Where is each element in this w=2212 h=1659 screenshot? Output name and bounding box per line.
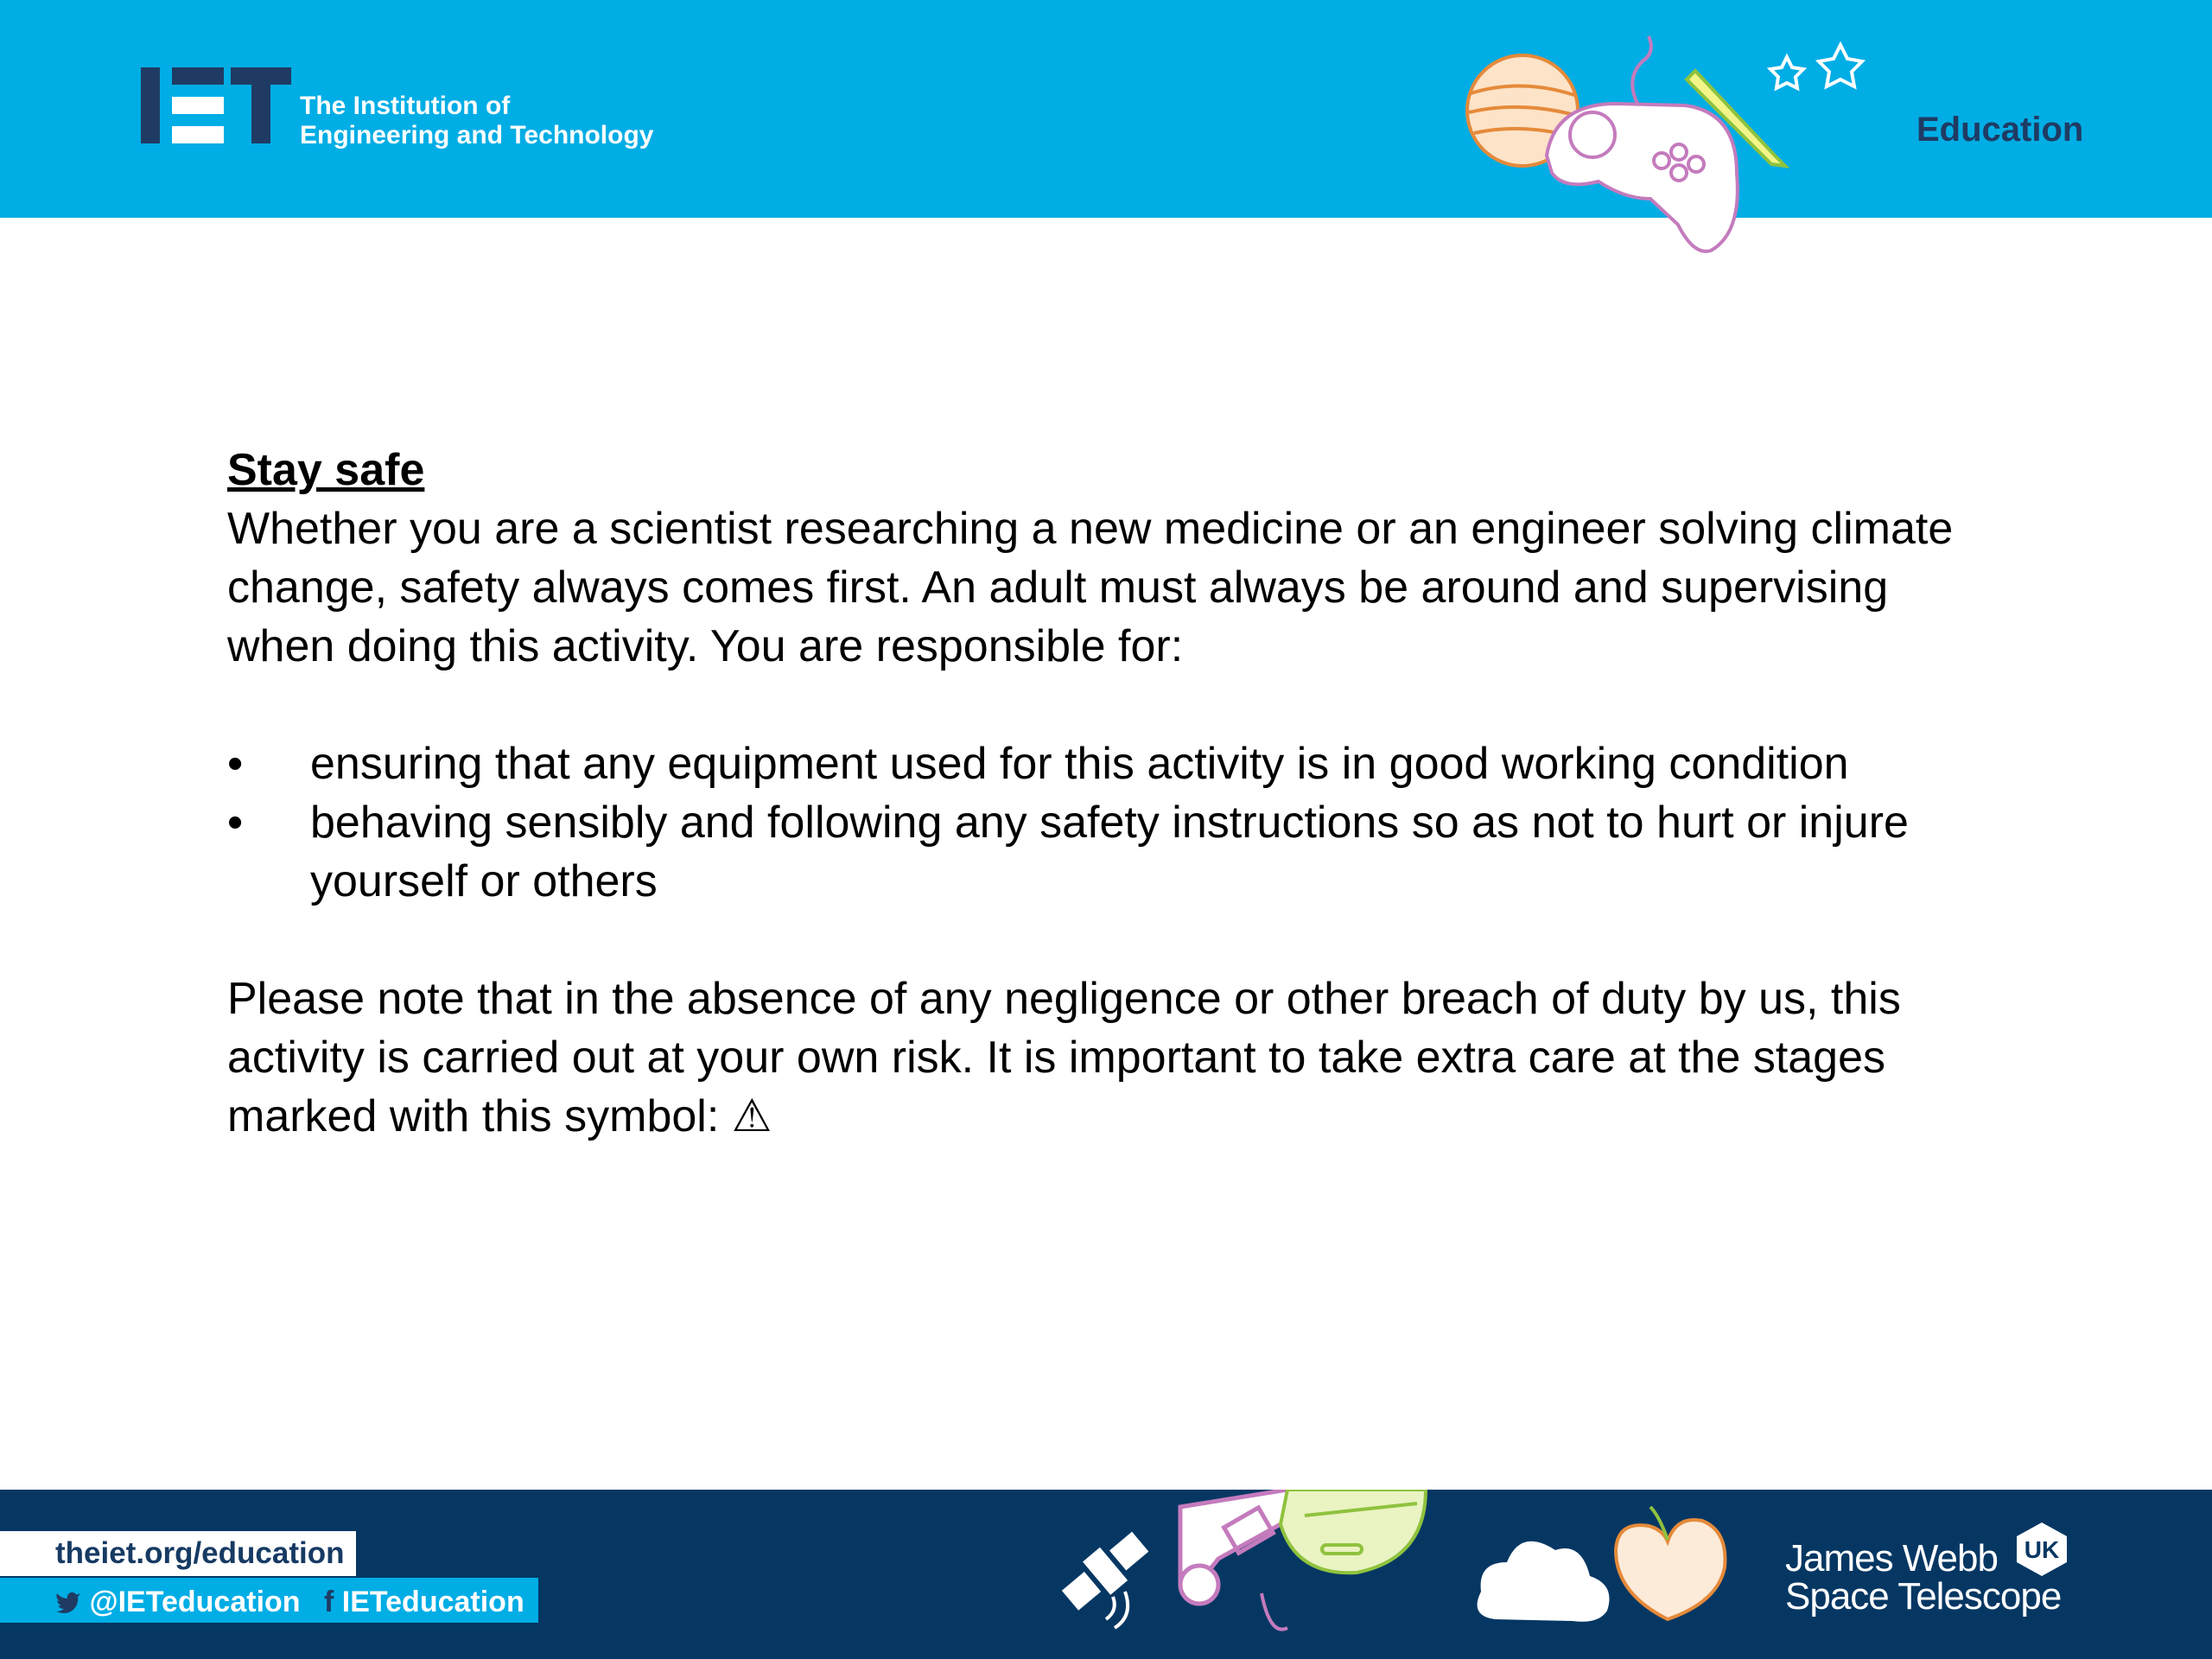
partner-name-line-1: James Webb [1785,1537,1998,1580]
org-name-line-2: Engineering and Technology [300,121,654,149]
org-name [300,92,653,150]
space-illustration-icon [1011,1490,1754,1659]
partner-name-line-2: Space Telescope [1785,1575,2062,1618]
safety-content [227,441,2007,1146]
social-bar [0,1578,538,1623]
facebook-icon: f [324,1586,334,1619]
list-item-text: ensuring that any equipment used for this activity is in good working condition [310,739,1849,789]
responsibility-list [227,734,2007,911]
iet-logo-icon [141,67,296,145]
section-label: Education [1916,111,2084,149]
facebook-handle-link[interactable]: IETeducation [341,1586,524,1619]
list-item-text: behaving sensibly and following any safety instructions so as not to hurt or injure yourself or others [310,798,1909,906]
bullet-icon: • [227,739,244,789]
uk-badge-label: UK [2024,1536,2060,1563]
intro-paragraph: Whether you are a scientist researching a new medicine or an engineer solving climate change, safety always comes first. An adult must always be around and supervising when doing this activity. You are responsible for: [227,504,1954,671]
section-heading: Stay safe [227,445,425,495]
warning-triangle-icon: ⚠ [731,1091,772,1141]
risk-note-paragraph [227,969,2007,1146]
website-link[interactable]: theiet.org/education [0,1531,356,1576]
bullet-icon: • [227,798,244,848]
games-illustration-icon [1452,26,1901,268]
risk-note-text: Please note that in the absence of any negligence or other breach of duty by us, this activity is carried out at your own risk. It is important to take extra care at the stages marked with this symbol: [227,974,1901,1141]
list-item [227,793,2007,911]
org-name-line-1: The Institution of [300,92,511,120]
twitter-bird-icon [55,1591,81,1613]
list-item [227,734,2007,793]
twitter-handle-link[interactable]: @IETeducation [89,1586,301,1619]
uk-hexagon-badge-icon [2013,1521,2070,1578]
